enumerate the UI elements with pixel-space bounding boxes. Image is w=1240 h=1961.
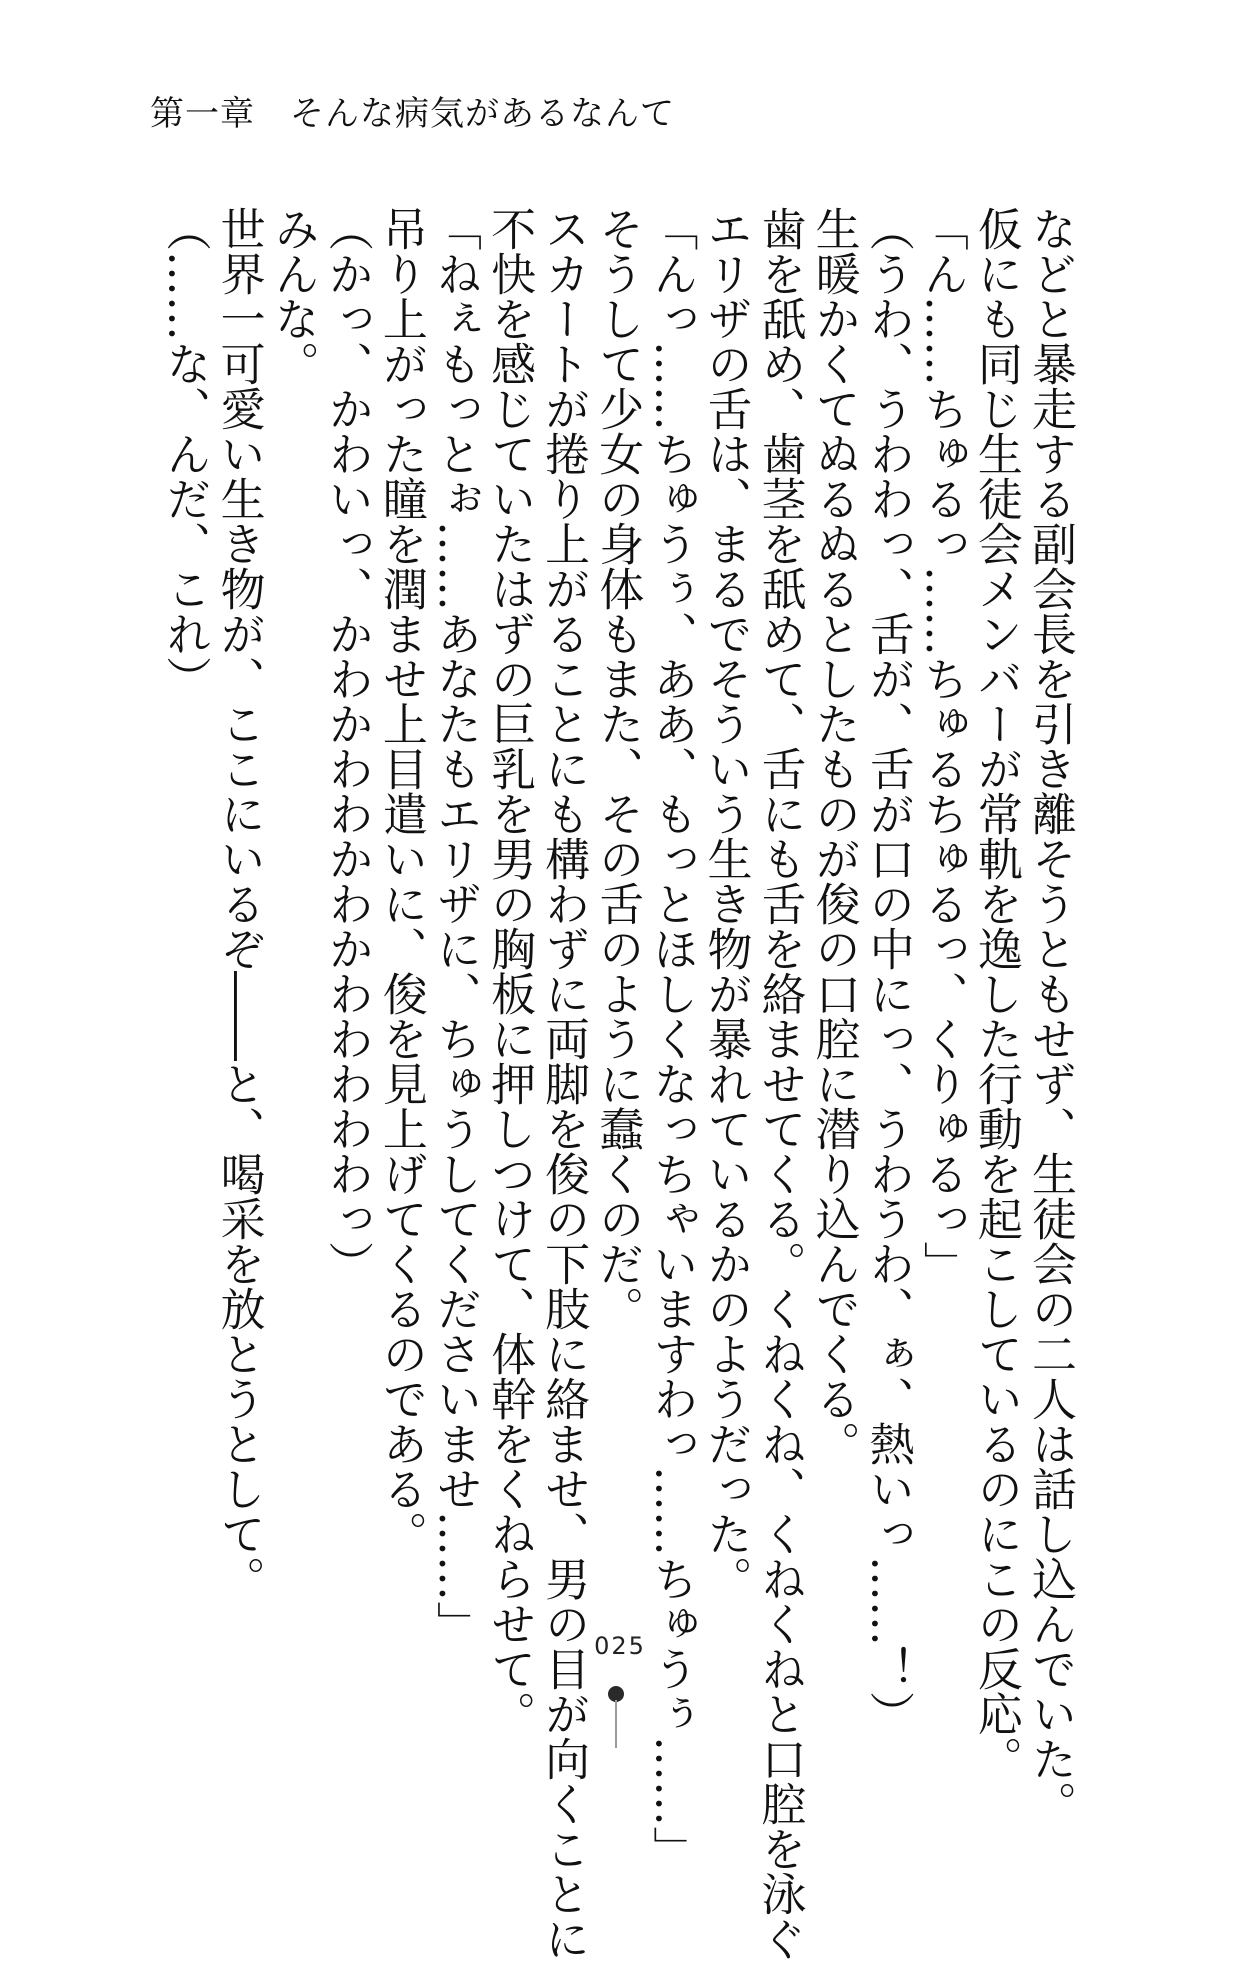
text-line: スカートが捲り上がることにも構わずに両脚を俊の下肢に絡ませ、男の目が向くことに — [537, 206, 591, 1961]
text-line: そうして少女の身体もまた、その舌のように蠢くのだ。 — [591, 206, 645, 1331]
text-line: 「ん……ちゅるっ……ちゅるちゅるっ、くりゅるっ」 — [915, 206, 969, 1286]
text-line: エリザの舌は、まるでそういう生き物が暴れているかのようだった。 — [699, 206, 753, 1601]
text-line: 歯を舐め、歯茎を舐めて、舌にも舌を絡ませてくる。くねくね、くねくねと口腔を泳ぐ — [753, 206, 807, 1961]
text-line: 生暖かくてぬるぬるとしたものが俊の口腔に潜り込んでくる。 — [807, 206, 861, 1466]
text-line: （かっ、かわいっ、かわかわわかわかわわわわわっ） — [320, 206, 374, 1286]
page-number: 025 — [594, 1632, 646, 1660]
text-line: 世界一可愛い生き物が、ここにいるぞ――と、喝采を放とうとして。 — [212, 206, 266, 1601]
text-line: 仮にも同じ生徒会メンバーが常軌を逸した行動を起こしているのにこの反応。 — [969, 206, 1023, 1781]
text-line: 「ねぇもっとぉ……あなたもエリザに、ちゅうしてくださいませ……」 — [428, 206, 482, 1646]
text-line: （うわ、うわわっ、舌が、舌が口の中にっ、うわうわ、ぁ、熱いっ……！） — [861, 206, 915, 1736]
text-line: （……な、んだ、これ） — [158, 206, 212, 701]
text-line: 「んっ……ちゅうぅ、ああ、もっとほしくなっちゃいますわっ……ちゅうぅ……」 — [645, 206, 699, 1871]
text-line: 不快を感じていたはずの巨乳を男の胸板に押しつけて、体幹をくねらせて。 — [483, 206, 537, 1736]
page-marker-stem — [615, 1700, 617, 1748]
body-text — [157, 206, 1077, 1961]
chapter-header: 第一章 そんな病気があるなんて — [150, 94, 675, 134]
text-line: 吊り上がった瞳を潤ませ上目遣いに、俊を見上げてくるのである。 — [374, 206, 428, 1556]
text-line: みんな。 — [266, 206, 320, 386]
text-line: などと暴走する副会長を引き離そうともせず、生徒会の二人は話し込んでいた。 — [1024, 206, 1077, 1826]
